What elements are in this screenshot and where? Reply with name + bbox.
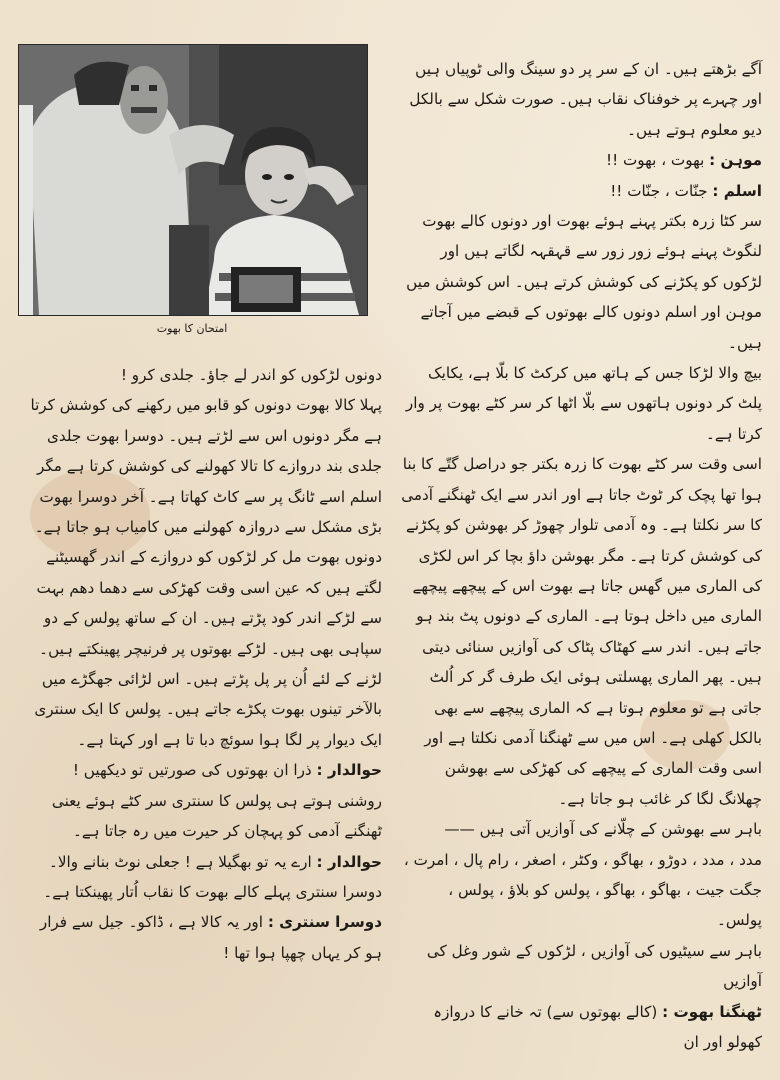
dialogue-text: ارے یہ تو بھگیلا ہے ! جعلی نوٹ بنانے والا۔	[49, 852, 312, 871]
photo-caption: امتحان کا بھوت	[156, 322, 228, 335]
dialogue-text: جنّات ، جنّات !!	[610, 181, 708, 200]
dialogue-line	[400, 145, 762, 175]
narration-paragraph: پہلا کالا بھوت دونوں کو قابو میں رکھنے کی کوشش کرتا ہے مگر دونوں اس سے لڑتے ہیں۔ دوسرا بھوت جلدی جلدی بند دروازے کا تالا کھولنے کی کوشش کرتا ہے مگر اسلم اسے ٹانگ پر سے کاٹ کھاتا ہے۔ آخر دوسرا بھوت بڑی مشکل سے دروازہ کھولنے میں کامیاب ہو جاتا ہے۔ دونوں بھوت مل کر لڑکوں کو دروازے کے اندر گھسیٹنے لگتے ہیں کہ عین اسی وقت کھڑکی سے دھما دھم بہت سے لڑکے اندر کود پڑتے ہیں۔ ان کے ساتھ پولس کے دو سپاہی بھی ہیں۔ لڑکے بھوتوں پر فرنیچر پھینکتے ہیں۔ لڑنے کے لئے اُن پر پل پڑتے ہیں۔ اس لڑائی جھگڑے میں بالآخر تینوں بھوت پکڑے جاتے ہیں۔ پولس کا ایک سنتری ایک دیوار پر لگا ہوا سوئچ دبا تا ہے اور کہتا ہے۔	[30, 396, 382, 749]
speaker-name: ٹھنگنا بھوت :	[662, 1002, 762, 1021]
narration-paragraph: بیچ والا لڑکا جس کے ہاتھ میں کرکٹ کا بلّا ہے، یکایک پلٹ کر دونوں ہاتھوں سے بلّا اٹھا کر سر کٹے بھوت پر وار کرتا ہے۔	[405, 364, 762, 443]
narration-paragraph: دونوں لڑکوں کو اندر لے جاؤ۔ جلدی کرو !	[120, 366, 382, 384]
right-text-column	[400, 54, 762, 1057]
dialogue-text: اور یہ کالا ہے ، ڈاکو۔ جیل سے فرار ہو کر یہاں چھپا ہوا تھا !	[39, 913, 382, 962]
story-photo	[18, 44, 368, 316]
dialogue-line	[400, 176, 762, 206]
narration-paragraph: آگے بڑھتے ہیں۔ ان کے سر پر دو سینگ والی ٹوپیاں ہیں اور چہرے پر خوفناک نقاب ہیں۔ صورت شکل سے بالکل دیو معلوم ہوتے ہیں۔	[409, 60, 762, 139]
ghost-and-boy-illustration	[19, 45, 367, 315]
speaker-name: موہن :	[709, 151, 762, 170]
narration-paragraph: اسی وقت سر کٹے بھوت کا زرہ بکتر جو دراصل گتّے کا بنا ہوا تھا پچک کر ٹوٹ جاتا ہے اور اندر سے ایک ٹھنگنے آدمی کا سر نکلتا ہے۔ وہ آدمی تلوار چھوڑ کر بھوشن کو پکڑنے کی کوشش کرتا ہے۔ مگر بھوشن داؤ بچا کر اس لکڑی کی الماری میں گھس جاتا ہے بھوت اس کے پیچھے پیچھے الماری میں داخل ہوتا ہے۔ الماری کے دونوں پٹ بند ہو جاتے ہیں۔ اندر سے کھٹاک پٹاک کی آوازیں سنائی دیتی ہیں۔ پھر الماری پھسلتی ہوئی ایک طرف گر کر اُلٹ جاتی ہے تو معلوم ہوتا ہے کہ الماری پیچھے سے بھی بالکل کھلی ہے۔ اس میں سے ٹھنگنا آدمی نکلتا ہے اور اسی وقت الماری کے پیچھے کی کھڑکی سے بھوشن چھلانگ لگا کر غائب ہو جاتا ہے۔	[401, 455, 762, 808]
narration-paragraph: سر کٹا زرہ بکتر پہنے ہوئے بھوت اور دونوں کالے بھوت لنگوٹ پہنے ہوئے زور زور سے قہقہہ لگاتے ہیں اور لڑکوں کو پکڑنے کی کوشش کرتے ہیں۔ اس کوشش میں موہن اور اسلم دونوں کالے بھوتوں کے قبضے میں آجاتے ہیں۔	[406, 212, 762, 352]
speaker-name: اسلم :	[712, 181, 762, 200]
narration-paragraph: روشنی ہوتے ہی پولس کا سنتری سر کٹے ہوئے یعنی ٹھنگنے آدمی کو پہچان کر حیرت میں رہ جاتا ہے۔	[51, 791, 382, 841]
dialogue-line	[20, 907, 382, 968]
dialogue-text: ذرا ان بھوتوں کی صورتیں تو دیکھیں !	[72, 761, 312, 780]
dialogue-text: بھوت ، بھوت !!	[606, 151, 705, 170]
narration-paragraph: باہر سے سیٹیوں کی آوازیں ، لڑکوں کے شور وغل کی آوازیں	[426, 941, 762, 991]
dialogue-line	[20, 847, 382, 877]
narration-paragraph: مدد ، مدد ، دوڑو ، بھاگو ، وکٹر ، اصغر ، رام پال ، امرت ، جگت جیت ، بھاگو ، بھاگو ، پولس کو بلاؤ ، پولس ، پولس۔	[403, 850, 762, 930]
left-text-column	[20, 360, 382, 968]
dialogue-line	[20, 755, 382, 785]
speaker-name: حوالدار :	[316, 761, 382, 780]
speaker-name: حوالدار :	[316, 852, 382, 871]
dialogue-line	[400, 997, 762, 1058]
dialogue-text: (کالے بھوتوں سے) تہ خانے کا دروازہ کھولو اور ان	[433, 1002, 762, 1051]
narration-paragraph: دوسرا سنتری پہلے کالے بھوت کا نقاب اُتار پھینکتا ہے۔	[43, 882, 382, 901]
speaker-name: دوسرا سنتری :	[267, 913, 382, 932]
narration-paragraph: باہر سے بھوشن کے چلّانے کی آوازیں آتی ہیں ——	[444, 820, 762, 839]
